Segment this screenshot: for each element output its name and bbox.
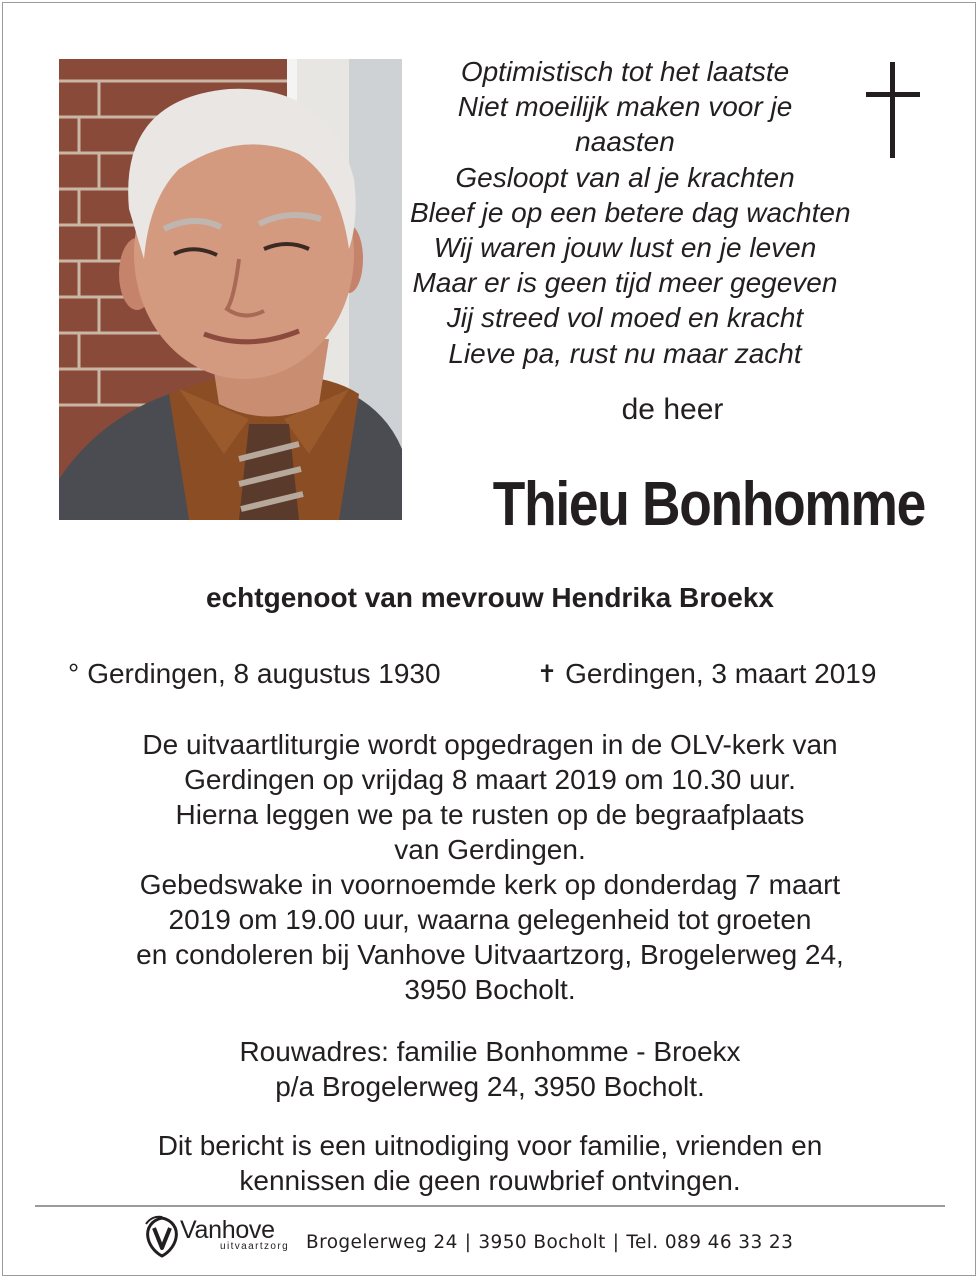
contact-separator: | xyxy=(464,1232,472,1253)
birth-date xyxy=(68,656,441,692)
contact-city: 3950 Bocholt xyxy=(478,1232,606,1253)
vanhove-logo xyxy=(140,1214,300,1262)
poem-line: naasten xyxy=(575,126,675,158)
footer xyxy=(0,1210,980,1270)
poem-line: Niet moeilijk maken voor je xyxy=(457,91,793,123)
funeral-details xyxy=(0,727,980,1007)
details-line: 3950 Bocholt. xyxy=(404,974,576,1005)
address-line: p/a Brogelerweg 24, 3950 Bocholt. xyxy=(275,1071,705,1102)
poem-line: Optimistisch tot het laatste xyxy=(460,56,790,87)
poem-line: Wij waren jouw lust en je leven xyxy=(433,232,817,264)
logo-name: Vanhove xyxy=(180,1216,275,1244)
details-line: Hierna leggen we pa te rusten op de begraafplaats xyxy=(175,799,805,830)
mourning-address xyxy=(0,1034,980,1104)
contact-separator: | xyxy=(612,1232,620,1253)
honorific-title: de heer xyxy=(621,393,724,426)
birth-text: Gerdingen, 8 augustus 1930 xyxy=(87,658,441,689)
poem-line: Maar er is geen tijd meer gegeven xyxy=(412,267,838,299)
details-line: van Gerdingen. xyxy=(394,834,586,865)
death-symbol: ✝ xyxy=(537,661,558,688)
portrait-photo xyxy=(59,59,402,520)
details-line: en condoleren bij Vanhove Uitvaartzorg, Brogelerweg 24, xyxy=(136,939,844,970)
contact-street: Brogelerweg 24 xyxy=(306,1232,458,1253)
memorial-poem xyxy=(410,54,851,371)
contact-info xyxy=(306,1231,793,1255)
birth-symbol: ° xyxy=(68,658,80,689)
deceased-name: Thieu Bonhomme xyxy=(492,470,925,539)
poem-line: Bleef je op een betere dag wachten xyxy=(410,196,851,228)
death-text: Gerdingen, 3 maart 2019 xyxy=(565,658,877,689)
address-line: Rouwadres: familie Bonhomme - Broekx xyxy=(239,1036,741,1067)
details-line: Gebedswake in voornoemde kerk op donderdag 7 maart xyxy=(139,869,841,900)
contact-phone: Tel. 089 46 33 23 xyxy=(626,1232,794,1253)
invitation-notice xyxy=(0,1128,980,1198)
details-line: De uitvaartliturgie wordt opgedragen in de OLV-kerk van xyxy=(142,729,838,760)
poem-line: Jij streed vol moed en kracht xyxy=(446,302,804,334)
death-date xyxy=(537,656,876,694)
notice-line: Dit bericht is een uitnodiging voor familie, vrienden en xyxy=(157,1130,823,1161)
logo-subtitle: uitvaartzorg xyxy=(220,1241,290,1252)
details-line: Gerdingen op vrijdag 8 maart 2019 om 10.30 uur. xyxy=(184,764,796,795)
cross-icon xyxy=(862,62,924,160)
vanhove-logo-icon xyxy=(140,1214,184,1258)
spouse-line: echtgenoot van mevrouw Hendrika Broekx xyxy=(206,582,774,613)
details-line: 2019 om 19.00 uur, waarna gelegenheid tot groeten xyxy=(168,904,812,935)
footer-divider xyxy=(35,1205,945,1207)
poem-line: Gesloopt van al je krachten xyxy=(455,161,795,193)
notice-line: kennissen die geen rouwbrief ontvingen. xyxy=(239,1165,741,1196)
poem-line: Lieve pa, rust nu maar zacht xyxy=(448,337,802,369)
